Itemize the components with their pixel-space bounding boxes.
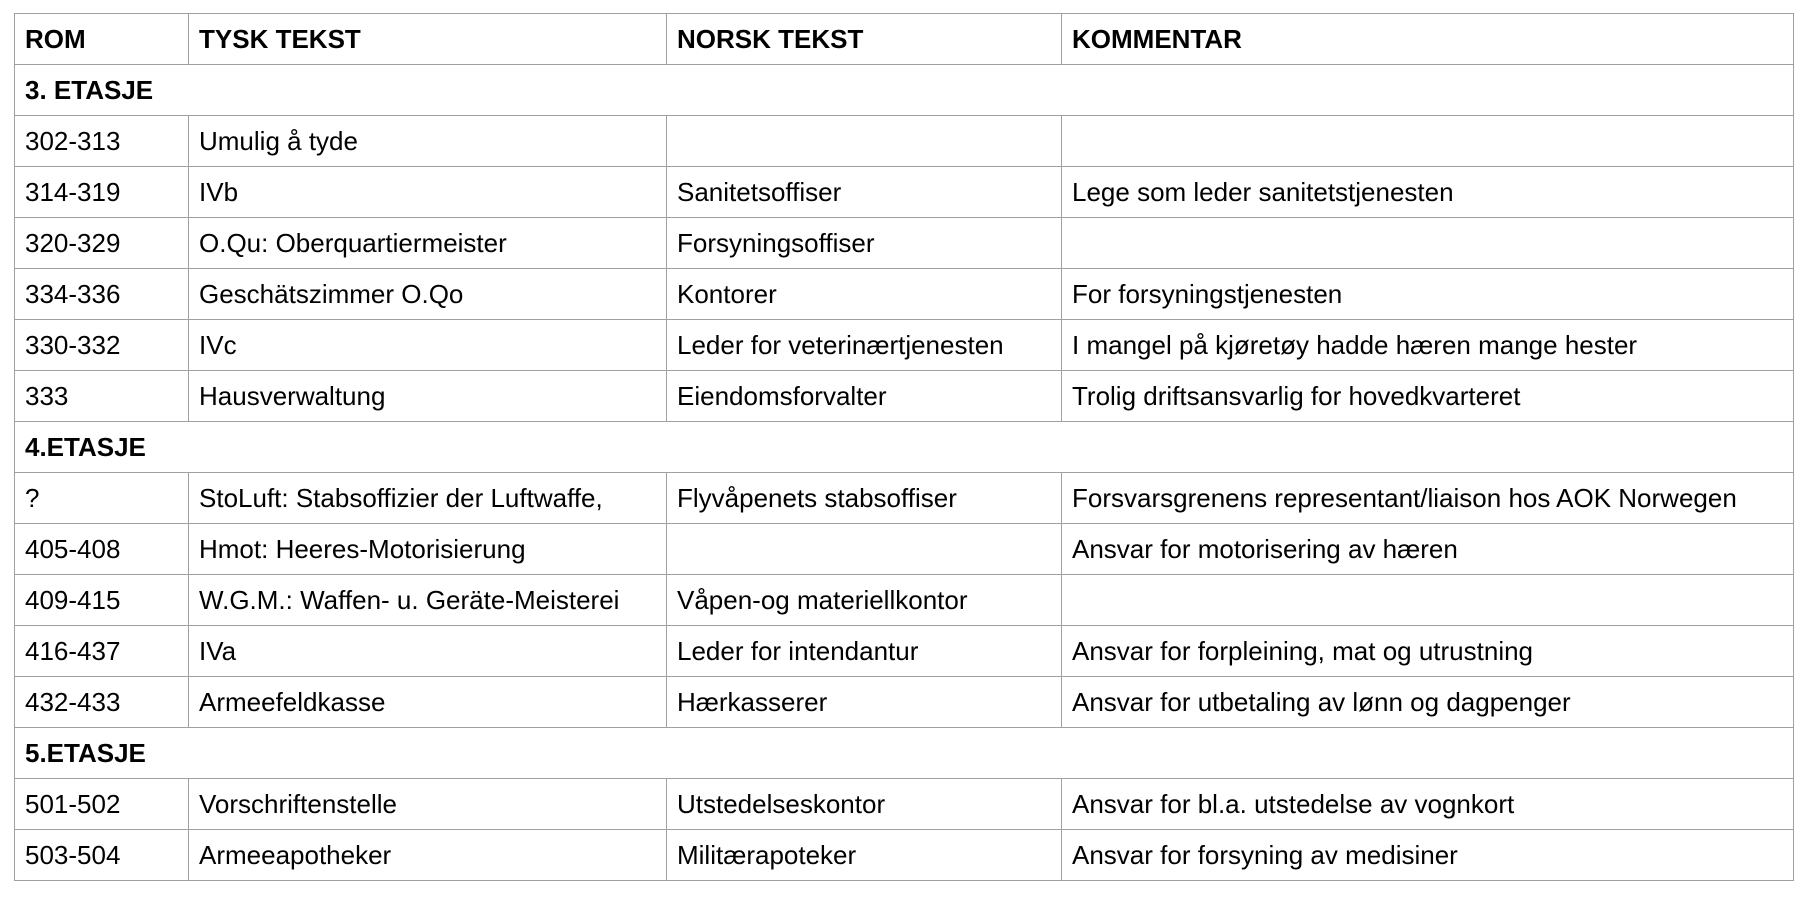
cell-tysk: IVb bbox=[189, 167, 667, 218]
cell-kommentar: Ansvar for utbetaling av lønn og dagpenger bbox=[1062, 677, 1794, 728]
cell-tysk: IVc bbox=[189, 320, 667, 371]
table-row bbox=[15, 830, 1794, 881]
cell-rom: 416-437 bbox=[15, 626, 189, 677]
cell-norsk: Hærkasserer bbox=[667, 677, 1062, 728]
cell-rom: 334-336 bbox=[15, 269, 189, 320]
floor-heading: 5.ETASJE bbox=[15, 728, 1794, 779]
cell-kommentar: Ansvar for forpleining, mat og utrustning bbox=[1062, 626, 1794, 677]
table-row bbox=[15, 677, 1794, 728]
cell-rom: 320-329 bbox=[15, 218, 189, 269]
cell-kommentar: Ansvar for bl.a. utstedelse av vognkort bbox=[1062, 779, 1794, 830]
cell-kommentar: For forsyningstjenesten bbox=[1062, 269, 1794, 320]
table-row bbox=[15, 320, 1794, 371]
cell-norsk: Eiendomsforvalter bbox=[667, 371, 1062, 422]
floor-heading: 3. ETASJE bbox=[15, 65, 1794, 116]
table-row bbox=[15, 116, 1794, 167]
cell-norsk: Kontorer bbox=[667, 269, 1062, 320]
cell-kommentar bbox=[1062, 575, 1794, 626]
cell-kommentar bbox=[1062, 116, 1794, 167]
cell-tysk: Armeeapotheker bbox=[189, 830, 667, 881]
header-rom: ROM bbox=[15, 14, 189, 65]
table-row bbox=[15, 626, 1794, 677]
cell-kommentar: I mangel på kjøretøy hadde hæren mange hester bbox=[1062, 320, 1794, 371]
room-table bbox=[14, 13, 1794, 881]
cell-tysk: StoLuft: Stabsoffizier der Luftwaffe, bbox=[189, 473, 667, 524]
cell-tysk: Hmot: Heeres-Motorisierung bbox=[189, 524, 667, 575]
floor-heading-row bbox=[15, 422, 1794, 473]
cell-tysk: Vorschriftenstelle bbox=[189, 779, 667, 830]
cell-tysk: Geschätszimmer O.Qo bbox=[189, 269, 667, 320]
header-norsk-tekst: NORSK TEKST bbox=[667, 14, 1062, 65]
cell-kommentar: Ansvar for motorisering av hæren bbox=[1062, 524, 1794, 575]
cell-tysk: Hausverwaltung bbox=[189, 371, 667, 422]
cell-rom: 503-504 bbox=[15, 830, 189, 881]
table-row bbox=[15, 167, 1794, 218]
cell-norsk: Leder for veterinærtjenesten bbox=[667, 320, 1062, 371]
cell-norsk: Militærapoteker bbox=[667, 830, 1062, 881]
cell-rom: 333 bbox=[15, 371, 189, 422]
floor-heading: 4.ETASJE bbox=[15, 422, 1794, 473]
header-tysk-tekst: TYSK TEKST bbox=[189, 14, 667, 65]
cell-norsk: Våpen-og materiellkontor bbox=[667, 575, 1062, 626]
cell-rom: 314-319 bbox=[15, 167, 189, 218]
cell-norsk: Sanitetsoffiser bbox=[667, 167, 1062, 218]
table-row bbox=[15, 779, 1794, 830]
cell-norsk: Leder for intendantur bbox=[667, 626, 1062, 677]
cell-kommentar: Trolig driftsansvarlig for hovedkvarteret bbox=[1062, 371, 1794, 422]
table-row bbox=[15, 575, 1794, 626]
floor-heading-row bbox=[15, 728, 1794, 779]
cell-kommentar: Forsvarsgrenens representant/liaison hos AOK Norwegen bbox=[1062, 473, 1794, 524]
table-row bbox=[15, 269, 1794, 320]
cell-kommentar: Lege som leder sanitetstjenesten bbox=[1062, 167, 1794, 218]
cell-rom: 302-313 bbox=[15, 116, 189, 167]
cell-rom: ? bbox=[15, 473, 189, 524]
table-row bbox=[15, 524, 1794, 575]
table-row bbox=[15, 371, 1794, 422]
cell-norsk bbox=[667, 524, 1062, 575]
cell-tysk: O.Qu: Oberquartiermeister bbox=[189, 218, 667, 269]
table-row bbox=[15, 473, 1794, 524]
cell-tysk: IVa bbox=[189, 626, 667, 677]
cell-norsk: Forsyningsoffiser bbox=[667, 218, 1062, 269]
table-header-row bbox=[15, 14, 1794, 65]
cell-rom: 330-332 bbox=[15, 320, 189, 371]
cell-norsk bbox=[667, 116, 1062, 167]
cell-rom: 405-408 bbox=[15, 524, 189, 575]
cell-rom: 501-502 bbox=[15, 779, 189, 830]
header-kommentar: KOMMENTAR bbox=[1062, 14, 1794, 65]
floor-heading-row bbox=[15, 65, 1794, 116]
cell-kommentar: Ansvar for forsyning av medisiner bbox=[1062, 830, 1794, 881]
cell-norsk: Utstedelseskontor bbox=[667, 779, 1062, 830]
cell-tysk: W.G.M.: Waffen- u. Geräte-Meisterei bbox=[189, 575, 667, 626]
cell-rom: 432-433 bbox=[15, 677, 189, 728]
cell-tysk: Armeefeldkasse bbox=[189, 677, 667, 728]
cell-norsk: Flyvåpenets stabsoffiser bbox=[667, 473, 1062, 524]
cell-rom: 409-415 bbox=[15, 575, 189, 626]
cell-kommentar bbox=[1062, 218, 1794, 269]
table-row bbox=[15, 218, 1794, 269]
cell-tysk: Umulig å tyde bbox=[189, 116, 667, 167]
